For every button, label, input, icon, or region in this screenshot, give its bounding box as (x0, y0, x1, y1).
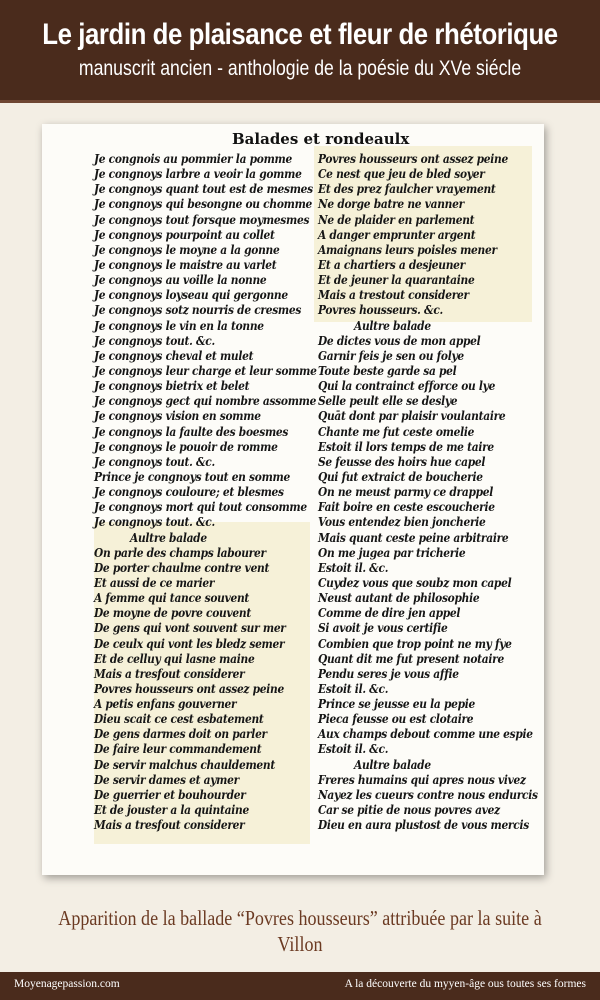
verse-line: A petis enfans gouverner (94, 697, 237, 712)
verse-line: Combien que trop point ne my fye (318, 636, 512, 651)
verse-line: Toute beste garde sa pel (318, 363, 457, 378)
verse-line: De guerrier et bouhourder (94, 787, 246, 802)
verse-line: Je congnoys qui besongne ou chomme (94, 197, 313, 212)
verse-line: Se feusse des hoirs hue capel (318, 454, 486, 469)
verse-line: De ceulx qui vont les bledz semer (94, 636, 285, 651)
figure-caption: Apparition de la ballade “Povres housseurs” attribuée par la suite à Villon (58, 906, 542, 956)
verse-line: A danger emprunter argent (318, 227, 476, 242)
verse-line: Estoit il. &c. (318, 742, 389, 757)
header-band (0, 0, 600, 103)
verse-line: Amaignans leurs poisles mener (318, 242, 497, 257)
verse-line: Fait boire en ceste escoucherie (318, 500, 495, 515)
verse-line: Ne dorge batre ne vanner (318, 197, 464, 212)
manuscript-heading: Balades et rondeaulx (232, 130, 410, 148)
verse-line: Je congnoys tout. &c. (94, 454, 215, 469)
verse-line: Dieu en aura plustost de vous mercis (318, 818, 529, 833)
verse-line: Freres humains qui apres nous vivez (318, 772, 526, 787)
verse-line: Qui fut extraict de boucherie (318, 469, 483, 484)
verse-line: On me jugea par tricherie (318, 545, 466, 560)
verse-line: Et de jouster a la quintaine (94, 803, 249, 818)
verse-line: De servir malchus chauldement (94, 757, 275, 772)
verse-line: Chante me fut ceste omelie (318, 424, 475, 439)
verse-line: Je congnois au pommier la pomme (94, 152, 292, 166)
verse-line: Povres housseurs. &c. (318, 303, 443, 318)
manuscript-page-scan (42, 124, 544, 875)
right-verse-column (318, 152, 540, 833)
verse-line: Je congnoys quant tout est de mesmes (94, 182, 313, 197)
verse-line: Quant dit me fut present notaire (318, 651, 504, 666)
verse-line: Je congnoys pourpoint au collet (94, 227, 275, 242)
site-tagline: A la découverte du myyen-âge ous toutes ses formes (344, 978, 586, 990)
footer-band (0, 972, 600, 1000)
verse-line: On parle des champs labourer (94, 545, 266, 560)
verse-line: Vous entendez bien joncherie (318, 515, 486, 530)
site-link[interactable]: Moyenagepassion.com (14, 978, 120, 990)
page-subtitle: manuscrit ancien - anthologie de la poésie du XVe siécle (78, 57, 522, 80)
verse-line: Je congnoys cheval et mulet (94, 348, 254, 363)
verse-line: Prince je congnoys tout en somme (94, 469, 291, 484)
verse-line: Cuydez vous que soubz mon capel (318, 575, 512, 590)
verse-line: Je congnoys sotz nourris de cresmes (94, 303, 302, 318)
verse-line: De dictes vous de mon appel (318, 333, 481, 348)
verse-line: Neust autant de philosophie (318, 591, 480, 606)
verse-line: Mais quant ceste peine arbitraire (318, 530, 509, 545)
verse-line: Je congnoys couloure; et blesmes (94, 485, 284, 500)
verse-line: De gens darmes doit on parler (94, 727, 267, 742)
verse-line: Pendu seres je vous affie (318, 666, 459, 681)
verse-line: Nayez les cueurs contre nous endurcis (318, 787, 538, 802)
left-verse-column (94, 152, 326, 833)
verse-line: Car se pitie de nous povres avez (318, 803, 500, 818)
verse-line: Quāt dont par plaisir voulantaire (318, 409, 506, 424)
verse-line: Pieca feusse ou est clotaire (318, 712, 474, 727)
verse-line: De moyne de povre couvent (94, 606, 251, 621)
verse-line: Je congnoys loyseau qui gergonne (94, 288, 288, 303)
verse-line: Je congnoys au voille la nonne (94, 273, 267, 288)
verse-line: Povres housseurs ont assez peine (94, 681, 284, 696)
verse-line: Garnir feis je sen ou folye (318, 348, 464, 363)
verse-line: On ne meust parmy ce drappel (318, 485, 494, 500)
verse-line: Je congnoys tout. &c. (94, 515, 215, 530)
verse-line: Qui la contrainct efforce ou lye (318, 379, 496, 394)
verse-line: Je congnoys le vin en la tonne (94, 318, 264, 333)
verse-line: Je congnoys bietrix et belet (94, 379, 250, 394)
verse-line: Ce nest que jeu de bled soyer (318, 167, 485, 182)
section-heading: Aultre balade (130, 530, 207, 545)
verse-line: Prince se jeusse eu la pepie (318, 697, 476, 712)
verse-line: Et de jeuner la quarantaine (318, 273, 475, 288)
verse-line: Estoit il. &c. (318, 681, 389, 696)
verse-line: Estoit il. &c. (318, 560, 389, 575)
verse-line: Je congnoys le pouoir de romme (94, 439, 278, 454)
verse-line: Et aussi de ce marier (94, 575, 215, 590)
verse-line: Selle peult elle se deslye (318, 394, 458, 409)
section-heading: Aultre balade (354, 757, 431, 772)
verse-line: Ne de plaider en parlement (318, 212, 475, 227)
verse-line: Je congnoys la faulte des boesmes (94, 424, 289, 439)
verse-line: De porter chaulme contre vent (94, 560, 270, 575)
verse-line: Je congnoys vision en somme (94, 409, 261, 424)
section-heading: Aultre balade (354, 318, 431, 333)
page-title: Le jardin de plaisance et fleur de rhétorique (42, 18, 558, 51)
verse-line: Mais a trestout considerer (318, 288, 469, 303)
verse-line: Je congnoys le moyne a la gonne (94, 242, 280, 257)
verse-line: Je congnoys tout. &c. (94, 333, 215, 348)
verse-line: De faire leur commandement (94, 742, 262, 757)
verse-line: Mais a tresfout considerer (94, 666, 245, 681)
verse-line: Et a chartiers a desjeuner (318, 257, 465, 272)
verse-line: Si avoit je vous certifie (318, 621, 448, 636)
verse-line: Estoit il lors temps de me taire (318, 439, 494, 454)
verse-line: De servir dames et aymer (94, 772, 239, 787)
verse-line: Je congnoys mort qui tout consomme (94, 500, 307, 515)
verse-line: Dieu scait ce cest esbatement (94, 712, 264, 727)
verse-line: Et de celluy qui lasne maine (94, 651, 255, 666)
verse-line: Povres housseurs ont assez peine (318, 152, 508, 166)
verse-line: Et des prez faulcher vrayement (318, 182, 496, 197)
verse-line: Aux champs debout comme une espie (318, 727, 533, 742)
verse-line: Comme de dire jen appel (318, 606, 461, 621)
verse-line: Je congnoys tout forsque moymesmes (94, 212, 310, 227)
verse-line: Je congnoys leur charge et leur somme (94, 363, 317, 378)
verse-line: Je congnoys larbre a veoir la gomme (94, 167, 302, 182)
verse-line: Mais a tresfout considerer (94, 818, 245, 833)
verse-line: Je congnoys le maistre au varlet (94, 257, 277, 272)
verse-line: Je congnoys gect qui nombre assomme (94, 394, 317, 409)
verse-line: De gens qui vont souvent sur mer (94, 621, 286, 636)
verse-line: A femme qui tance souvent (94, 591, 250, 606)
